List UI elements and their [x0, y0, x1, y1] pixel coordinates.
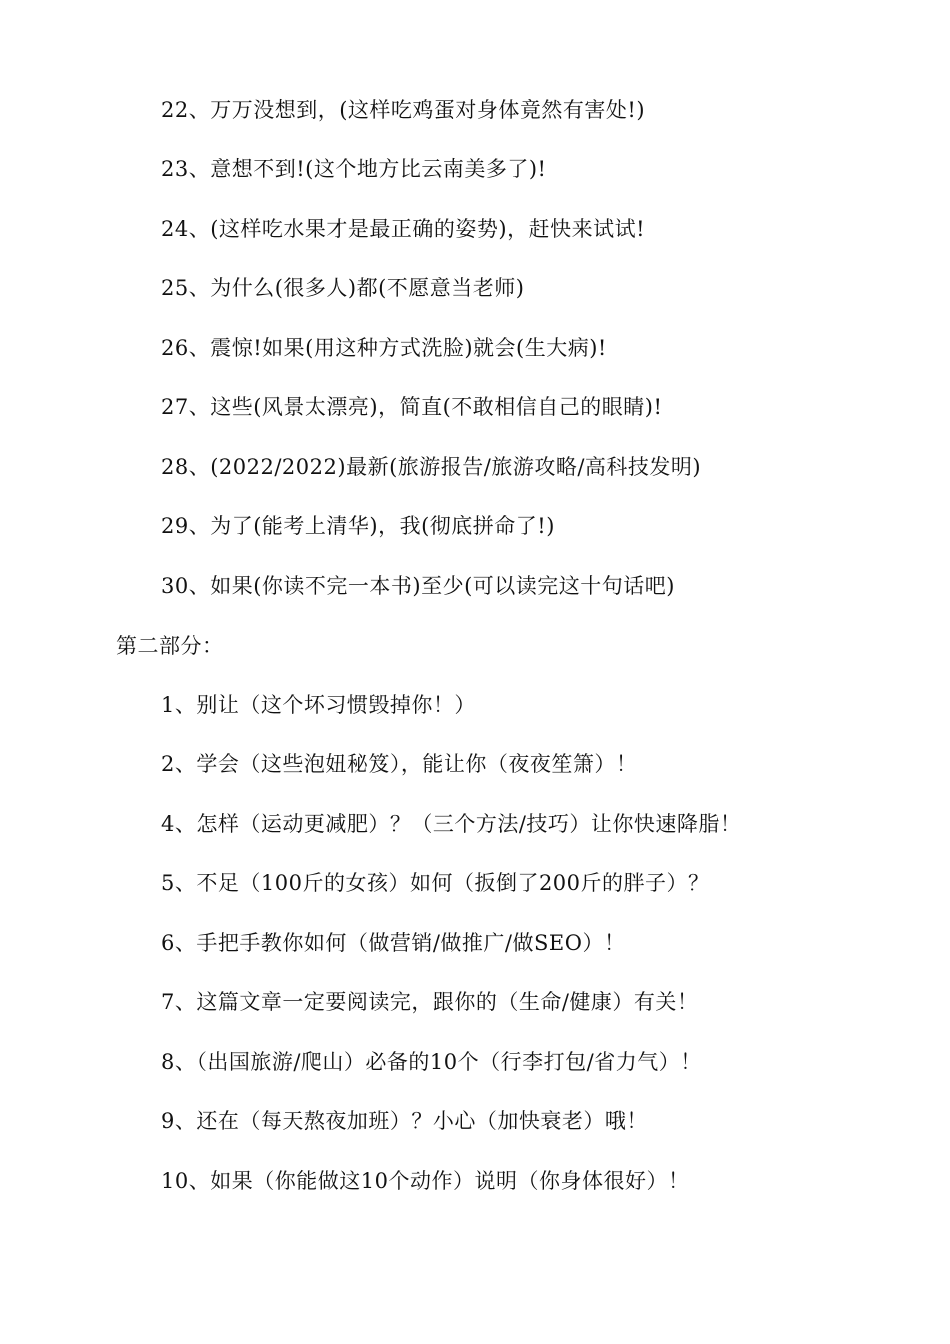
list-item-part2-4: 4、怎样（运动更减肥）？（三个方法/技巧）让你快速降脂！ [161, 812, 742, 836]
list-item-part2-1: 1、别让（这个坏习惯毁掉你！） [161, 693, 476, 717]
list-item-26: 26、震惊!如果(用这种方式洗脸)就会(生大病)! [161, 336, 607, 360]
list-item-part2-5: 5、不足（100斤的女孩）如何（扳倒了200斤的胖子）？ [161, 871, 710, 895]
list-item-part2-9: 9、还在（每天熬夜加班）？小心（加快衰老）哦！ [161, 1109, 648, 1133]
list-item-28: 28、(2022/2022)最新(旅游报告/旅游攻略/高科技发明) [161, 455, 702, 479]
list-item-30: 30、如果(你读不完一本书)至少(可以读完这十句话吧) [161, 574, 675, 598]
list-item-part2-10: 10、如果（你能做这10个动作）说明（你身体很好）！ [161, 1169, 690, 1193]
list-item-25: 25、为什么(很多人)都(不愿意当老师) [161, 276, 525, 300]
list-item-part2-2: 2、学会（这些泡妞秘笈），能让你（夜夜笙箫）！ [161, 752, 638, 776]
list-item-27: 27、这些(风景太漂亮)，简直(不敢相信自己的眼睛)! [161, 395, 663, 419]
list-item-part2-6: 6、手把手教你如何（做营销/做推广/做SEO）！ [161, 931, 626, 955]
section-heading: 第二部分： [116, 634, 224, 658]
list-item-part2-8: 8、（出国旅游/爬山）必备的10个（行李打包/省力气）！ [161, 1050, 702, 1074]
list-item-part2-7: 7、这篇文章一定要阅读完，跟你的（生命/健康）有关！ [161, 990, 699, 1014]
list-item-24: 24、(这样吃水果才是最正确的姿势)，赶快来试试! [161, 217, 646, 241]
list-item-23: 23、意想不到!(这个地方比云南美多了)! [161, 157, 547, 181]
list-item-22: 22、万万没想到，(这样吃鸡蛋对身体竟然有害处!) [161, 98, 646, 122]
list-item-29: 29、为了(能考上清华)，我(彻底拼命了!) [161, 514, 555, 538]
